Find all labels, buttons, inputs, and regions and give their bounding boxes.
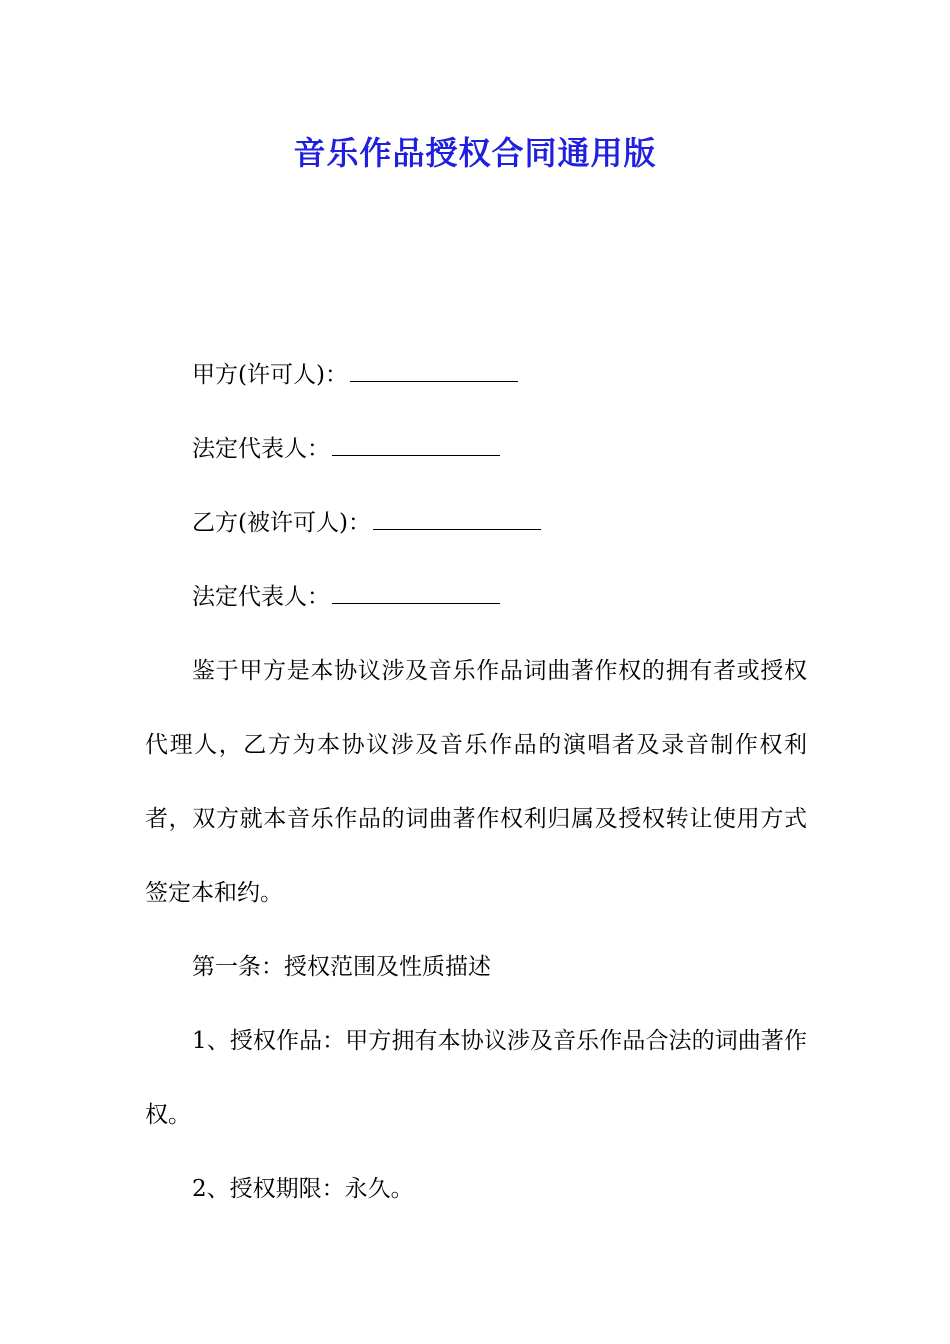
party-b-line bbox=[145, 486, 807, 560]
party-a-label: 甲方(许可人)： bbox=[192, 362, 348, 388]
preamble-paragraph: 鉴于甲方是本协议涉及音乐作品词曲著作权的拥有者或授权代理人，乙方为本协议涉及音乐作品的演唱者及录音制作权利者，双方就本音乐作品的词曲著作权利归属及授权转让使用方式签定本和约。 bbox=[145, 658, 807, 906]
party-a-line bbox=[145, 338, 807, 412]
article-1-heading: 第一条：授权范围及性质描述 bbox=[192, 954, 491, 980]
party-b-rep-blank bbox=[332, 581, 500, 604]
party-a-rep-label: 法定代表人： bbox=[192, 436, 330, 462]
party-b-rep-line bbox=[145, 560, 807, 634]
party-b-rep-label: 法定代表人： bbox=[192, 584, 330, 610]
party-b-blank bbox=[373, 507, 541, 530]
document-body bbox=[145, 338, 807, 1226]
article-1-item-1: 1、授权作品：甲方拥有本协议涉及音乐作品合法的词曲著作权。 bbox=[145, 1028, 807, 1128]
party-b-label: 乙方(被许可人)： bbox=[192, 510, 371, 536]
party-a-rep-blank bbox=[332, 433, 500, 456]
article-1-item-2: 2、授权期限：永久。 bbox=[192, 1176, 414, 1202]
party-a-rep-line bbox=[145, 412, 807, 486]
party-a-blank bbox=[350, 359, 518, 382]
document-title: 音乐作品授权合同通用版 bbox=[293, 134, 657, 172]
